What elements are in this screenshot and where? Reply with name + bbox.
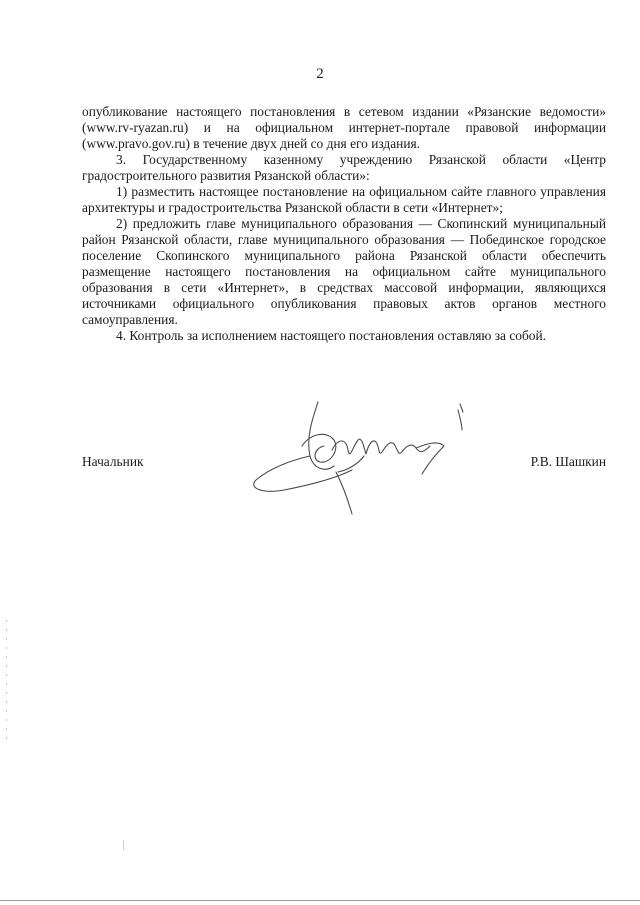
signatory-position: Начальник	[82, 454, 144, 469]
paragraph-subitem-2: 2) предложить главе муниципального образования — Скопинский муниципальный район Рязанской области, главе муниципального образования — Побединское городское поселение Скопинского муниципального района Рязанской области обеспечить размещение настоящего постановления на официальном сайте муниципального образования в сети «Интернет», в средствах массовой информации, являющихся источниками официального опубликования правовых актов органов местного самоуправления.	[82, 216, 606, 327]
page-edge-line	[0, 900, 640, 901]
signature-block	[82, 454, 606, 474]
signatory-name: Р.В. Шашкин	[530, 454, 606, 469]
paragraph-item-4: 4. Контроль за исполнением настоящего постановления оставляю за собой.	[116, 328, 547, 343]
paragraph-publication: опубликование настоящего постановления в сетевом издании «Рязанские ведомости» (www.rv-ryazan.ru) и на официальном интернет-портале правовой информации (www.pravo.gov.ru) в течение двух дней со дня его издания.	[82, 104, 606, 151]
page-number: 2	[316, 66, 324, 82]
paragraph-item-3: 3. Государственному казенному учреждению Рязанской области «Центр градостроительного развития Рязанской области»:	[82, 152, 606, 183]
scan-artifact	[6, 620, 7, 740]
document-body	[82, 104, 606, 344]
paragraph-subitem-1: 1) разместить настоящее постановление на официальном сайте главного управления архитектуры и градостроительства Рязанской области в сети «Интернет»;	[82, 184, 606, 215]
scan-speck	[123, 840, 124, 850]
